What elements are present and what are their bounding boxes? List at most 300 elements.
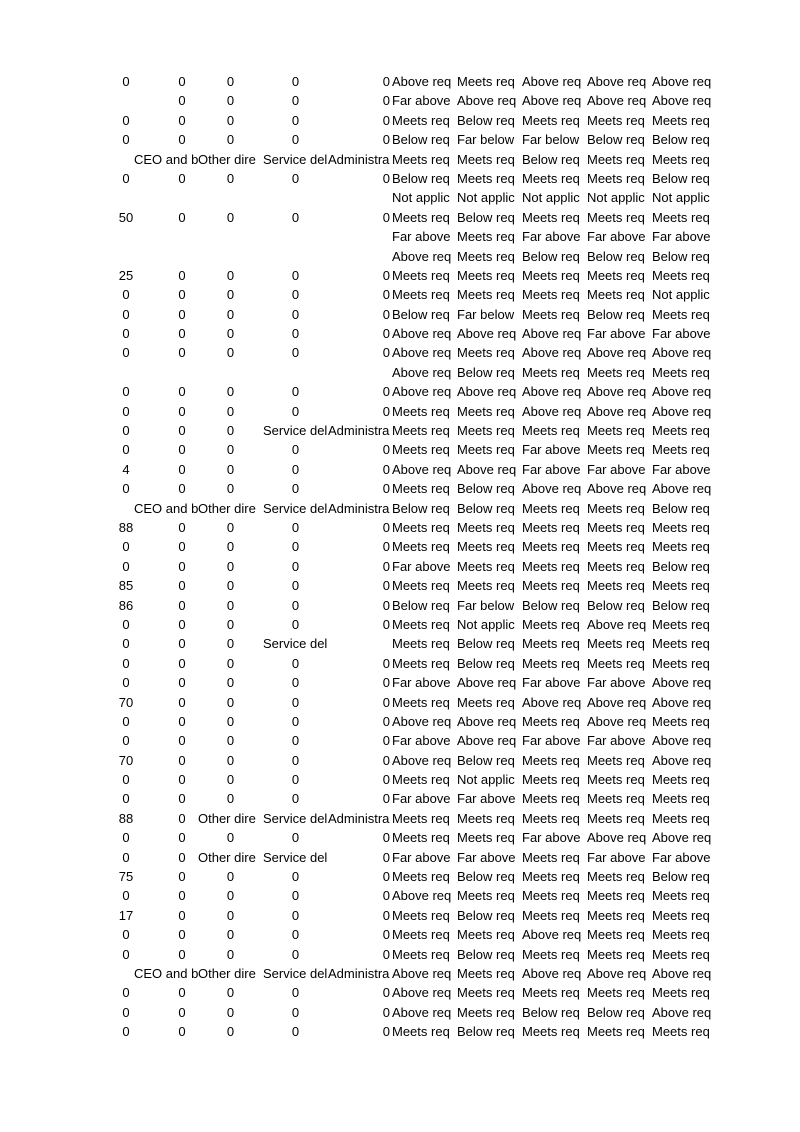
table-cell: Meets req	[522, 423, 580, 439]
table-cell: 0	[178, 384, 186, 400]
table-cell: 0	[226, 558, 235, 574]
table-cell: Below req	[392, 132, 450, 148]
table-cell: 0	[178, 907, 186, 923]
table-cell: Above req	[392, 713, 452, 729]
table-cell: 0	[178, 519, 186, 535]
table-cell: 0	[122, 616, 130, 632]
table-cell: Meets req	[587, 558, 645, 574]
table-cell: Above req	[522, 403, 582, 419]
table-cell: Below req	[587, 248, 645, 264]
table-cell: 0	[226, 93, 235, 109]
table-cell: 0	[122, 384, 130, 400]
table-cell: Meets req	[522, 888, 580, 904]
table-cell: Below req	[457, 1024, 515, 1040]
table-cell: Above req	[457, 713, 517, 729]
table-cell: Far above	[652, 461, 711, 477]
table-cell: 0	[226, 694, 235, 710]
table-cell: 0	[382, 655, 390, 671]
table-cell: 0	[291, 597, 300, 613]
table-cell: Meets req	[652, 946, 710, 962]
table-cell: Meets req	[457, 539, 515, 555]
table-cell: Meets req	[587, 888, 645, 904]
table-cell: Above req	[522, 93, 582, 109]
table-cell: Meets req	[652, 888, 710, 904]
table-cell: 0	[382, 519, 390, 535]
table-cell: Meets req	[652, 927, 710, 943]
table-cell: 0	[291, 132, 300, 148]
table-cell: 0	[291, 772, 300, 788]
table-cell: Meets req	[392, 481, 450, 497]
table-cell: 0	[122, 306, 130, 322]
table-cell: 0	[122, 888, 130, 904]
table-cell: Far above	[587, 229, 646, 245]
table-cell: Meets req	[587, 907, 645, 923]
table-cell: 0	[382, 985, 390, 1001]
table-cell: Meets req	[587, 209, 645, 225]
table-cell: Below req	[652, 558, 710, 574]
table-cell: Below req	[652, 597, 710, 613]
table-cell: 0	[178, 694, 186, 710]
table-cell: Meets req	[652, 209, 710, 225]
table-cell: Above req	[522, 326, 582, 342]
table-cell: Meets req	[392, 267, 450, 283]
table-cell: Not applic	[587, 190, 645, 206]
table-cell: 0	[178, 927, 186, 943]
table-cell: 0	[226, 733, 235, 749]
table-cell: Above req	[392, 1004, 452, 1020]
table-cell: Below req	[587, 597, 645, 613]
table-cell: Meets req	[587, 151, 645, 167]
table-cell: 0	[382, 112, 390, 128]
table-cell: 0	[291, 907, 300, 923]
table-cell: 0	[382, 267, 390, 283]
table-cell: 0	[226, 1004, 235, 1020]
table-cell: 0	[226, 1024, 235, 1040]
table-cell: 0	[226, 869, 235, 885]
table-cell: Far above	[587, 675, 646, 691]
table-cell: Meets req	[392, 1024, 450, 1040]
table-cell: Meets req	[392, 616, 450, 632]
table-cell: Above req	[392, 248, 452, 264]
table-cell: Above req	[457, 733, 517, 749]
table-cell: Above req	[522, 694, 582, 710]
table-cell: Meets req	[652, 112, 710, 128]
table-cell: Above req	[652, 694, 712, 710]
table-cell: Meets req	[457, 965, 515, 981]
table-cell: Above req	[587, 345, 647, 361]
table-cell: 0	[178, 752, 186, 768]
table-cell: 0	[178, 539, 186, 555]
table-cell: Below req	[457, 636, 515, 652]
table-cell: 0	[291, 558, 300, 574]
table-cell: 0	[382, 869, 390, 885]
table-cell: Meets req	[457, 519, 515, 535]
table-cell: 0	[178, 461, 186, 477]
table-cell: 0	[291, 888, 300, 904]
table-cell: 0	[291, 733, 300, 749]
table-cell: 0	[226, 423, 235, 439]
table-cell: 0	[382, 946, 390, 962]
table-cell: Meets req	[392, 772, 450, 788]
table-cell: 0	[178, 326, 186, 342]
table-cell: 0	[122, 849, 130, 865]
table-cell: 0	[122, 287, 130, 303]
table-cell: 0	[178, 558, 186, 574]
table-cell: Below req	[457, 946, 515, 962]
table-cell: 0	[178, 636, 186, 652]
table-cell: 0	[122, 74, 130, 89]
table-cell: 0	[291, 694, 300, 710]
table-cell: Above req	[587, 713, 647, 729]
table-cell: 0	[291, 442, 300, 458]
table-cell: Meets req	[587, 636, 645, 652]
table-cell: Meets req	[587, 985, 645, 1001]
table-cell: 0	[226, 112, 235, 128]
table-cell: Above req	[652, 403, 712, 419]
table-cell: Meets req	[652, 655, 710, 671]
table-cell: Above req	[392, 345, 452, 361]
table-cell: 0	[226, 132, 235, 148]
table-cell: 0	[178, 170, 186, 186]
table-cell: Meets req	[392, 830, 450, 846]
table-cell: 0	[122, 772, 130, 788]
table-cell: 0	[122, 655, 130, 671]
table-cell: Far above	[392, 791, 451, 807]
table-cell: 0	[226, 636, 235, 652]
table-cell: 0	[291, 655, 300, 671]
table-cell: Meets req	[522, 772, 580, 788]
table-cell: 0	[122, 1024, 130, 1040]
table-cell: Above req	[587, 616, 647, 632]
table-cell: 0	[226, 675, 235, 691]
table-cell: Administra	[328, 151, 390, 167]
table-cell: Above req	[457, 93, 517, 109]
table-cell: 70	[118, 694, 134, 710]
table-cell: Not applic	[652, 190, 710, 206]
table-cell: 50	[118, 209, 134, 225]
table-cell: 0	[382, 132, 390, 148]
table-cell: Meets req	[652, 364, 710, 380]
table-cell: 0	[382, 306, 390, 322]
table-cell: Meets req	[652, 306, 710, 322]
table-cell: Below req	[457, 364, 515, 380]
table-cell: 0	[291, 384, 300, 400]
table-cell: Above req	[587, 694, 647, 710]
table-cell: 0	[122, 442, 130, 458]
table-cell: Far above	[652, 849, 711, 865]
table-cell: 0	[226, 170, 235, 186]
table-cell: Administra	[328, 965, 390, 981]
table-cell: Far below	[457, 597, 515, 613]
table-cell: Meets req	[522, 849, 580, 865]
table-cell: Meets req	[587, 287, 645, 303]
table-cell: 0	[178, 830, 186, 846]
table-cell: Below req	[652, 500, 710, 516]
table-cell: 0	[291, 927, 300, 943]
table-cell: Below req	[392, 597, 450, 613]
table-cell: Far above	[522, 229, 581, 245]
table-cell: Far above	[652, 229, 711, 245]
table-cell: Far below	[457, 306, 515, 322]
table-cell: 0	[382, 481, 390, 497]
table-cell: 0	[178, 675, 186, 691]
table-cell: Below req	[457, 112, 515, 128]
table-cell: 0	[122, 345, 130, 361]
table-cell: 0	[382, 907, 390, 923]
table-cell: Below req	[522, 597, 580, 613]
table-cell: CEO and b	[134, 965, 198, 981]
table-cell: 0	[178, 267, 186, 283]
table-cell: 0	[291, 209, 300, 225]
table-cell: Above req	[392, 752, 452, 768]
table-cell: Meets req	[457, 694, 515, 710]
table-cell: 0	[122, 112, 130, 128]
table-cell: Above req	[652, 830, 712, 846]
table-cell: Far above	[392, 675, 451, 691]
table-cell: Above req	[652, 74, 712, 89]
table-cell: Meets req	[587, 578, 645, 594]
table-cell: 75	[118, 869, 134, 885]
table-cell: Meets req	[522, 655, 580, 671]
table-cell: Meets req	[652, 636, 710, 652]
table-cell: 0	[226, 927, 235, 943]
table-cell: Meets req	[587, 927, 645, 943]
table-cell: 0	[178, 112, 186, 128]
table-cell: Far above	[522, 830, 581, 846]
table-cell: Service del	[263, 965, 328, 981]
table-cell: Far above	[522, 442, 581, 458]
table-cell: Below req	[457, 907, 515, 923]
table-cell: Meets req	[522, 752, 580, 768]
table-cell: Far above	[652, 326, 711, 342]
table-cell: 0	[178, 578, 186, 594]
table-cell: Meets req	[457, 927, 515, 943]
table-cell: Far above	[587, 461, 646, 477]
table-cell: 0	[291, 1024, 300, 1040]
table-cell: Meets req	[392, 403, 450, 419]
table-cell: 0	[382, 384, 390, 400]
table-cell: 0	[382, 752, 390, 768]
table-cell: 0	[291, 74, 300, 89]
table-cell: 4	[122, 461, 130, 477]
table-cell: 0	[291, 112, 300, 128]
table-cell: Far above	[392, 229, 451, 245]
table-cell: CEO and b	[134, 151, 198, 167]
table-cell: Above req	[652, 384, 712, 400]
table-cell: Meets req	[652, 713, 710, 729]
table-cell: Meets req	[457, 578, 515, 594]
table-cell: Meets req	[457, 170, 515, 186]
table-cell: Meets req	[522, 267, 580, 283]
table-cell: Meets req	[392, 539, 450, 555]
table-cell: Meets req	[457, 267, 515, 283]
table-cell: Far below	[457, 132, 515, 148]
table-cell: Meets req	[522, 287, 580, 303]
table-cell: 0	[178, 74, 186, 89]
table-cell: 0	[178, 849, 186, 865]
table-cell: 0	[122, 539, 130, 555]
table-cell: 0	[226, 655, 235, 671]
table-cell: Meets req	[457, 248, 515, 264]
table-cell: 0	[291, 481, 300, 497]
table-cell: 0	[382, 326, 390, 342]
table-cell: 0	[226, 830, 235, 846]
table-cell: Above req	[587, 93, 647, 109]
table-cell: 0	[122, 170, 130, 186]
table-cell: Meets req	[522, 810, 580, 826]
table-cell: 0	[291, 578, 300, 594]
table-cell: 0	[382, 170, 390, 186]
table-cell: 0	[178, 442, 186, 458]
table-cell: Meets req	[652, 151, 710, 167]
table-cell: Far above	[587, 849, 646, 865]
table-cell: 86	[118, 597, 134, 613]
table-cell: Meets req	[457, 151, 515, 167]
table-cell: Below req	[457, 500, 515, 516]
table-cell: Meets req	[457, 888, 515, 904]
table-cell: 0	[291, 345, 300, 361]
table-cell: Above req	[652, 1004, 712, 1020]
table-cell: 0	[122, 326, 130, 342]
table-cell: 0	[291, 326, 300, 342]
table-cell: Meets req	[522, 306, 580, 322]
table-cell: Meets req	[522, 539, 580, 555]
table-cell: Meets req	[587, 752, 645, 768]
table-cell: Below req	[587, 306, 645, 322]
table-cell: Above req	[457, 461, 517, 477]
table-cell: Meets req	[522, 170, 580, 186]
table-cell: 0	[291, 830, 300, 846]
table-cell: Not applic	[522, 190, 580, 206]
table-cell: 0	[178, 655, 186, 671]
table-cell: Meets req	[392, 287, 450, 303]
table-cell: Meets req	[652, 539, 710, 555]
table-cell: 0	[178, 810, 186, 826]
table-cell: Below req	[457, 752, 515, 768]
table-cell: Above req	[392, 74, 452, 89]
table-cell: Far above	[457, 849, 516, 865]
table-cell: 0	[226, 946, 235, 962]
table-cell: Meets req	[392, 209, 450, 225]
table-cell: 0	[178, 985, 186, 1001]
table-cell: Other dire	[198, 849, 256, 865]
table-cell: 0	[178, 423, 186, 439]
table-cell: 0	[122, 985, 130, 1001]
table-cell: Above req	[392, 985, 452, 1001]
table-cell: Meets req	[587, 364, 645, 380]
table-cell: 0	[226, 384, 235, 400]
table-cell: 0	[178, 791, 186, 807]
table-cell: Above req	[587, 403, 647, 419]
table-cell: 0	[226, 597, 235, 613]
table-cell: Above req	[652, 481, 712, 497]
table-cell: Meets req	[587, 1024, 645, 1040]
table-cell: 0	[382, 694, 390, 710]
table-cell: 0	[291, 267, 300, 283]
table-cell: Meets req	[587, 946, 645, 962]
table-cell: Meets req	[587, 810, 645, 826]
table-cell: Meets req	[587, 519, 645, 535]
table-cell: 0	[226, 772, 235, 788]
table-cell: 0	[382, 74, 390, 89]
table-cell: 0	[291, 616, 300, 632]
table-cell: Meets req	[457, 345, 515, 361]
table-cell: 0	[382, 558, 390, 574]
table-cell: Meets req	[652, 791, 710, 807]
table-cell: Far above	[522, 675, 581, 691]
table-cell: 17	[118, 907, 134, 923]
table-cell: 0	[382, 1024, 390, 1040]
table-cell: Meets req	[457, 985, 515, 1001]
table-cell: 0	[178, 946, 186, 962]
table-cell: Meets req	[522, 636, 580, 652]
table-cell: Meets req	[392, 519, 450, 535]
table-cell: Meets req	[652, 578, 710, 594]
table-cell: 0	[226, 539, 235, 555]
table-cell: 0	[291, 287, 300, 303]
table-cell: Meets req	[652, 442, 710, 458]
table-cell: Above req	[457, 384, 517, 400]
table-cell: Above req	[652, 675, 712, 691]
table-cell: 0	[178, 306, 186, 322]
table-cell: 0	[178, 287, 186, 303]
table-cell: Service del	[263, 849, 328, 865]
table-cell: Meets req	[522, 713, 580, 729]
table-cell: Meets req	[522, 1024, 580, 1040]
table-cell: Meets req	[522, 519, 580, 535]
table-cell: Below req	[522, 151, 580, 167]
table-cell: Meets req	[392, 578, 450, 594]
table-cell: Below req	[392, 306, 450, 322]
table-cell: Above req	[457, 675, 517, 691]
table-cell: Meets req	[587, 869, 645, 885]
table-cell: 0	[382, 578, 390, 594]
table-cell: 0	[122, 1004, 130, 1020]
table-cell: Below req	[587, 1004, 645, 1020]
table-cell: 85	[118, 578, 134, 594]
table-cell: 0	[291, 985, 300, 1001]
table-cell: 0	[226, 209, 235, 225]
table-cell: 0	[382, 791, 390, 807]
table-cell: Meets req	[652, 267, 710, 283]
table-cell: 88	[118, 519, 134, 535]
table-cell: Meets req	[587, 423, 645, 439]
table-cell: Meets req	[392, 694, 450, 710]
table-cell: 0	[226, 907, 235, 923]
table-cell: Not applic	[457, 616, 515, 632]
table-cell: 0	[178, 888, 186, 904]
table-cell: 0	[382, 403, 390, 419]
table-cell: Above req	[587, 481, 647, 497]
table-cell: Above req	[392, 888, 452, 904]
table-cell: Meets req	[522, 946, 580, 962]
table-cell: 0	[178, 597, 186, 613]
table-cell: Service del	[263, 636, 328, 652]
table-cell: 0	[178, 713, 186, 729]
table-cell: Below req	[457, 655, 515, 671]
table-cell: Below req	[457, 869, 515, 885]
table-cell: 0	[382, 209, 390, 225]
table-cell: Meets req	[392, 151, 450, 167]
table-cell: 0	[291, 403, 300, 419]
table-cell: Meets req	[522, 869, 580, 885]
table-cell: 0	[178, 403, 186, 419]
table-cell: Meets req	[587, 772, 645, 788]
table-cell: Meets req	[522, 985, 580, 1001]
table-cell: 0	[122, 791, 130, 807]
table-cell: Meets req	[392, 112, 450, 128]
table-cell: Other dire	[198, 965, 256, 981]
